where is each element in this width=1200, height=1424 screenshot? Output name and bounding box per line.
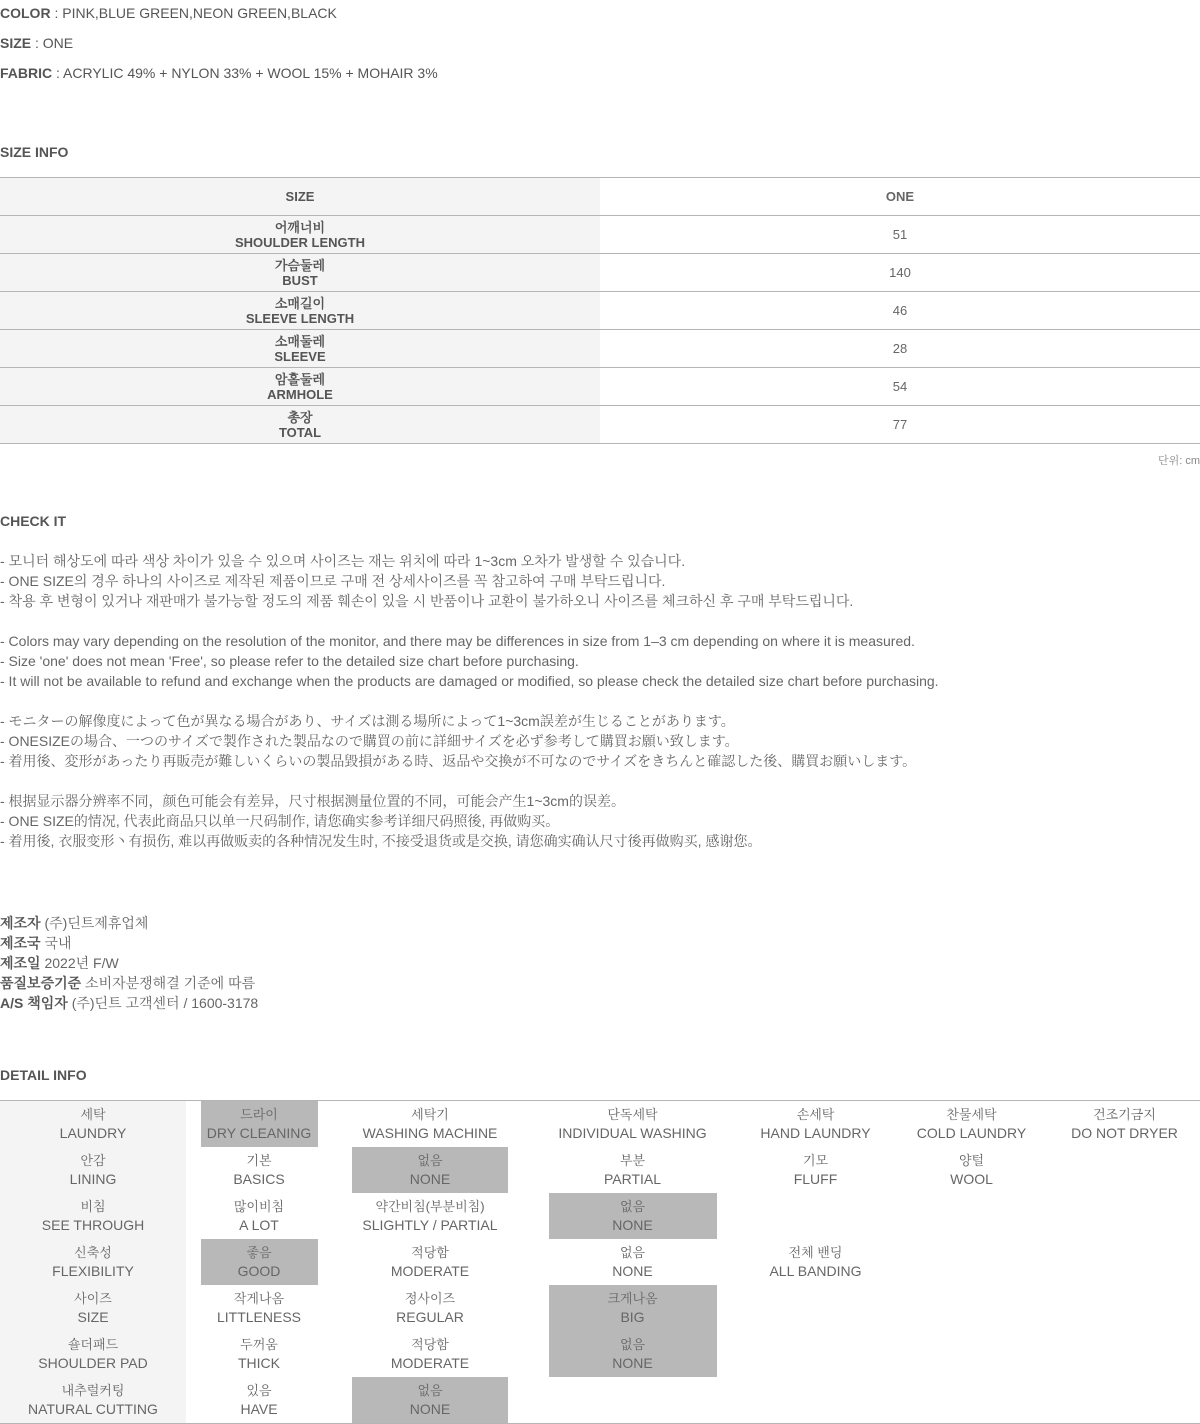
maker-key: 제조국 (0, 935, 41, 951)
detail-option-cell (737, 1377, 894, 1423)
size-info-title: SIZE INFO (0, 144, 69, 160)
detail-row (0, 1331, 1200, 1377)
detail-option-en: MODERATE (390, 1355, 470, 1371)
size-table (0, 177, 1200, 444)
size-row (0, 254, 1200, 292)
maker-value: 소비자분쟁해결 기준에 따름 (81, 975, 256, 991)
detail-category-en: LINING (69, 1171, 117, 1187)
check-note: - ONE SIZE의 경우 하나의 사이즈로 제작된 제품이므로 구매 전 상세사이즈를 꼭 참고하여 구매 부탁드립니다. (0, 573, 666, 589)
detail-option-cell (528, 1147, 737, 1193)
size-row-label (0, 368, 600, 406)
size-header-value: ONE (885, 189, 915, 204)
detail-option-selected (549, 1331, 717, 1377)
detail-option (894, 1239, 1049, 1285)
detail-option-cell (894, 1285, 1049, 1331)
detail-option-en: HAND LAUNDRY (760, 1125, 871, 1141)
detail-option (1049, 1147, 1200, 1193)
size-table-header (0, 178, 1200, 216)
detail-option-ko: 찬물세탁 (946, 1107, 997, 1122)
detail-category-cell (0, 1147, 186, 1193)
detail-category-cell (0, 1101, 186, 1147)
detail-option (528, 1285, 737, 1331)
size-row-label (0, 216, 600, 254)
maker-row (0, 913, 148, 933)
detail-option-cell (737, 1101, 894, 1147)
size-label-en: SLEEVE LENGTH (245, 310, 355, 326)
detail-option-cell (186, 1331, 332, 1377)
detail-option-selected (352, 1147, 508, 1193)
detail-option-cell (332, 1285, 528, 1331)
detail-option (1049, 1239, 1200, 1285)
check-note: - Colors may vary depending on the resolution of the monitor, and there may be differences in size from 1–3 cm depending on where it is measured. (0, 633, 915, 649)
detail-option-cell (186, 1285, 332, 1331)
detail-option-cell (1049, 1101, 1200, 1147)
check-it-title: CHECK IT (0, 513, 67, 529)
detail-option-en: PARTIAL (603, 1171, 662, 1187)
maker-value: (주)딘트 고객센터 / 1600-3178 (67, 995, 259, 1011)
maker-key: 품질보증기준 (0, 975, 82, 991)
detail-option-en: MODERATE (390, 1263, 470, 1279)
detail-option-ko: 양털 (958, 1153, 985, 1168)
size-label: SIZE (0, 35, 32, 51)
detail-category-cell (0, 1377, 186, 1423)
detail-option (737, 1101, 894, 1148)
maker-key: 제조자 (0, 915, 41, 931)
detail-option-cell (528, 1101, 737, 1147)
detail-option (894, 1101, 1049, 1148)
detail-option-ko: 없음 (619, 1245, 646, 1260)
detail-category-ko: 숄더패드 (67, 1337, 119, 1352)
color-value: : PINK,BLUE GREEN,NEON GREEN,BLACK (50, 5, 337, 21)
detail-category (0, 1377, 186, 1424)
maker-row (0, 933, 72, 953)
detail-option (737, 1239, 894, 1285)
detail-option-ko: 건조기금지 (1093, 1107, 1156, 1122)
detail-option-en: FLUFF (793, 1171, 838, 1187)
fabric-label: FABRIC (0, 65, 53, 81)
check-note: - 모니터 해상도에 따라 색상 차이가 있을 수 있으며 사이즈는 재는 위치에 따라 1~3cm 오차가 발생할 수 있습니다. (0, 553, 686, 569)
maker-value: 국내 (40, 935, 72, 951)
detail-option (332, 1285, 528, 1331)
unit-note: 단위: cm (1157, 455, 1200, 467)
detail-option-cell (894, 1331, 1049, 1377)
detail-option-cell (894, 1147, 1049, 1193)
detail-option (332, 1193, 528, 1239)
detail-option (737, 1193, 894, 1239)
size-label-ko: 총장 (287, 409, 313, 425)
detail-category (0, 1285, 186, 1331)
detail-option (332, 1147, 528, 1193)
detail-option-cell (186, 1377, 332, 1423)
detail-category (0, 1239, 186, 1285)
detail-option-cell (894, 1239, 1049, 1285)
detail-category (0, 1331, 186, 1377)
detail-option (1049, 1285, 1200, 1331)
detail-option-en: WOOL (950, 1171, 993, 1187)
size-row-value: 28 (892, 341, 908, 356)
detail-option-cell (894, 1193, 1049, 1239)
size-row-label (0, 254, 600, 292)
detail-option (332, 1331, 528, 1377)
detail-option-cell (528, 1239, 737, 1285)
detail-option-ko: 없음 (619, 1337, 646, 1352)
detail-option-ko: 정사이즈 (404, 1291, 456, 1306)
check-note: - ONE SIZE的情况, 代表此商品只以单一尺码制作, 请您确实参考详细尺码照後, 再做购买。 (0, 813, 560, 829)
size-header-label: SIZE (0, 178, 600, 216)
check-notes-zh (0, 791, 761, 851)
detail-option (528, 1193, 737, 1239)
detail-option-ko: 약간비침(부분비침) (375, 1199, 485, 1214)
detail-option-ko: 있음 (246, 1383, 272, 1398)
detail-option-en: NONE (409, 1401, 451, 1417)
size-label-en: TOTAL (278, 424, 322, 440)
detail-option-ko: 세탁기 (411, 1107, 449, 1122)
detail-option-en: THICK (238, 1355, 280, 1371)
detail-option (528, 1101, 737, 1148)
detail-option (894, 1377, 1049, 1424)
size-row (0, 292, 1200, 330)
size-row-value: 51 (892, 227, 908, 242)
detail-option-en: WASHING MACHINE (362, 1125, 498, 1141)
detail-option-ko: 적당함 (411, 1245, 449, 1260)
size-row (0, 216, 1200, 254)
size-value: : ONE (31, 35, 74, 51)
detail-category-cell (0, 1331, 186, 1377)
detail-option-en: HAVE (240, 1401, 278, 1417)
detail-option (1049, 1377, 1200, 1424)
detail-option-ko: 드라이 (240, 1107, 278, 1122)
detail-table (0, 1100, 1200, 1424)
detail-option (737, 1147, 894, 1193)
size-row (0, 330, 1200, 368)
detail-option (528, 1147, 737, 1193)
detail-option (1049, 1101, 1200, 1148)
detail-row (0, 1377, 1200, 1424)
detail-option-ko: 손세탁 (796, 1107, 835, 1122)
check-note: - Size 'one' does not mean 'Free', so please refer to the detailed size chart before purchasing. (0, 653, 579, 669)
detail-option (186, 1147, 332, 1193)
detail-option-cell (1049, 1193, 1200, 1239)
detail-option-en: LITTLENESS (216, 1309, 302, 1325)
detail-option-cell (894, 1377, 1049, 1423)
detail-option-cell (737, 1147, 894, 1193)
detail-option-en: REGULAR (396, 1309, 464, 1325)
color-spec (0, 5, 337, 21)
detail-option-ko: 적당함 (411, 1337, 449, 1352)
detail-option-cell (332, 1331, 528, 1377)
size-row-value: 46 (892, 303, 908, 318)
detail-category (0, 1101, 186, 1148)
detail-option-ko: 없음 (619, 1199, 646, 1214)
detail-option-en: A LOT (239, 1217, 279, 1233)
detail-option (332, 1239, 528, 1285)
maker-row (0, 973, 255, 993)
detail-option-cell (1049, 1331, 1200, 1377)
size-row (0, 406, 1200, 444)
detail-option-en: INDIVIDUAL WASHING (558, 1125, 707, 1141)
detail-option-ko: 두꺼움 (240, 1337, 278, 1352)
detail-category-cell (0, 1285, 186, 1331)
fabric-value: : ACRYLIC 49% + NYLON 33% + WOOL 15% + MOHAIR 3% (52, 65, 438, 81)
detail-option (186, 1101, 332, 1148)
detail-option-cell (332, 1239, 528, 1285)
size-row-value: 140 (889, 265, 911, 280)
detail-category-ko: 세탁 (80, 1107, 106, 1122)
detail-info-title: DETAIL INFO (0, 1067, 87, 1083)
detail-option-en: BIG (620, 1309, 645, 1325)
detail-option-cell (737, 1239, 894, 1285)
detail-category-ko: 비침 (80, 1199, 106, 1214)
detail-option (528, 1377, 737, 1424)
size-label-en: BUST (282, 272, 318, 288)
detail-option-selected (201, 1239, 318, 1285)
detail-option (528, 1331, 737, 1377)
detail-option-cell (1049, 1147, 1200, 1193)
detail-category (0, 1193, 186, 1239)
detail-option-ko: 단독세탁 (607, 1107, 658, 1122)
detail-category-cell (0, 1193, 186, 1239)
detail-option (186, 1331, 332, 1377)
detail-option-en: DO NOT DRYER (1071, 1125, 1178, 1141)
detail-option (894, 1285, 1049, 1331)
detail-category-en: NATURAL CUTTING (28, 1401, 158, 1417)
detail-option-en: NONE (409, 1171, 451, 1187)
detail-option-selected (549, 1193, 717, 1239)
detail-option (737, 1285, 894, 1331)
size-row-label (0, 406, 600, 444)
detail-option (332, 1377, 528, 1424)
detail-option-en: NONE (612, 1263, 653, 1279)
maker-value: (주)딘트제휴업체 (40, 915, 149, 931)
size-row-label (0, 292, 600, 330)
detail-option-cell (332, 1193, 528, 1239)
detail-option-cell (1049, 1285, 1200, 1331)
check-note: - 根据显示器分辨率不同，颜色可能会有差异，尺寸根据测量位置的不同，可能会产生1~3cm的误差。 (0, 793, 625, 809)
detail-option-cell (528, 1377, 737, 1423)
detail-row (0, 1193, 1200, 1239)
detail-option-selected (201, 1101, 318, 1147)
detail-option-cell (894, 1101, 1049, 1147)
detail-option-cell (737, 1193, 894, 1239)
detail-option (894, 1147, 1049, 1193)
detail-option-ko: 많이비침 (233, 1199, 285, 1214)
detail-category-en: LAUNDRY (59, 1125, 127, 1141)
check-note: - It will not be available to refund and exchange when the products are damaged or modified, so please check the detailed size chart before purchasing. (0, 673, 939, 689)
detail-option (528, 1239, 737, 1285)
detail-category-en: SHOULDER PAD (38, 1355, 148, 1371)
detail-option-ko: 없음 (417, 1153, 443, 1168)
detail-option-ko: 기모 (802, 1153, 829, 1168)
maker-row (0, 993, 258, 1013)
detail-category-en: FLEXIBILITY (52, 1263, 134, 1279)
detail-option (186, 1285, 332, 1331)
color-label: COLOR (0, 5, 51, 21)
check-note: - ONESIZEの場合、一つのサイズで製作された製品なので購買の前に詳細サイズを必ず参考して購買お願い致します。 (0, 733, 739, 749)
detail-category-ko: 안감 (80, 1153, 106, 1168)
detail-option (186, 1239, 332, 1285)
size-label-ko: 소매길이 (274, 295, 326, 311)
size-label-en: ARMHOLE (267, 386, 333, 402)
size-label-en: SHOULDER LENGTH (235, 234, 365, 250)
detail-option-cell (332, 1101, 528, 1147)
detail-option-ko: 부분 (619, 1153, 646, 1168)
check-note: - 着用後, 衣服变形丶有损伤, 难以再做贩卖的各种情况发生时, 不接受退货或是交换, 请您确实确认尺寸後再做购买, 感谢您。 (0, 833, 762, 849)
size-row (0, 368, 1200, 406)
detail-category (0, 1147, 186, 1193)
detail-option-en: GOOD (237, 1263, 281, 1279)
detail-option-ko: 좋음 (246, 1245, 272, 1260)
detail-option-en: NONE (612, 1355, 653, 1371)
check-notes-en (0, 631, 939, 691)
detail-option-en: BASICS (233, 1171, 285, 1187)
detail-option-cell (186, 1193, 332, 1239)
detail-category-en: SEE THROUGH (41, 1217, 145, 1233)
detail-option (737, 1377, 894, 1424)
detail-option (1049, 1193, 1200, 1239)
detail-option-cell (737, 1331, 894, 1377)
detail-option-ko: 없음 (417, 1383, 443, 1398)
maker-key: A/S 책임자 (0, 995, 68, 1011)
detail-option-selected (549, 1285, 717, 1331)
size-label-en: SLEEVE (274, 348, 326, 364)
detail-option (186, 1193, 332, 1239)
size-row-value: 54 (892, 379, 908, 394)
detail-option-en: ALL BANDING (769, 1263, 862, 1279)
detail-option-cell (737, 1285, 894, 1331)
detail-row (0, 1285, 1200, 1331)
detail-option-en: NONE (612, 1217, 653, 1233)
detail-option-ko: 크게나옴 (607, 1291, 658, 1306)
detail-option (737, 1331, 894, 1377)
maker-value: 2022년 F/W (40, 955, 119, 971)
detail-option (894, 1331, 1049, 1377)
detail-category-ko: 신축성 (74, 1245, 112, 1260)
detail-category-en: SIZE (77, 1309, 109, 1325)
detail-option-ko: 기본 (246, 1153, 272, 1168)
detail-category-ko: 내추럴커팅 (61, 1383, 125, 1398)
detail-row (0, 1101, 1200, 1148)
check-notes-ko (0, 551, 853, 611)
detail-option (332, 1101, 528, 1148)
maker-row (0, 953, 119, 973)
detail-option (894, 1193, 1049, 1239)
size-row-value: 77 (892, 417, 908, 432)
detail-category-cell (0, 1239, 186, 1285)
detail-row (0, 1239, 1200, 1285)
size-label-ko: 가슴둘레 (274, 257, 326, 273)
check-notes-ja (0, 711, 916, 771)
size-label-ko: 암홀둘레 (274, 371, 326, 387)
detail-option-en: COLD LAUNDRY (916, 1125, 1027, 1141)
size-row-label (0, 330, 600, 368)
detail-option-en: SLIGHTLY / PARTIAL (362, 1217, 498, 1233)
check-note: - 착용 후 변형이 있거나 재판매가 불가능할 정도의 제품 훼손이 있을 시 반품이나 교환이 불가하오니 사이즈를 체크하신 후 구매 부탁드립니다. (0, 593, 854, 609)
fabric-spec (0, 65, 438, 81)
check-note: - 着用後、変形があったり再販売が難しいくらいの製品毀損がある時、返品や交換が不可なのでサイズをきちんと確認した後、購買お願いします。 (0, 753, 917, 769)
size-label-ko: 어깨너비 (274, 219, 326, 235)
detail-option (1049, 1331, 1200, 1377)
detail-option-en: DRY CLEANING (206, 1125, 312, 1141)
detail-option-cell (1049, 1377, 1200, 1423)
maker-key: 제조일 (0, 955, 41, 971)
detail-option (186, 1377, 332, 1424)
detail-option-cell (1049, 1239, 1200, 1285)
detail-category-ko: 사이즈 (74, 1291, 112, 1306)
detail-option-cell (186, 1147, 332, 1193)
detail-option-ko: 작게나옴 (233, 1291, 285, 1306)
detail-row (0, 1147, 1200, 1193)
size-spec (0, 35, 73, 51)
size-label-ko: 소매둘레 (274, 333, 326, 349)
check-note: - モニターの解像度によって色が異なる場合があり、サイズは測る場所によって1~3cm誤差が生じることがあります。 (0, 713, 735, 729)
detail-option-selected (352, 1377, 508, 1423)
detail-option-ko: 전체 밴딩 (788, 1245, 843, 1260)
